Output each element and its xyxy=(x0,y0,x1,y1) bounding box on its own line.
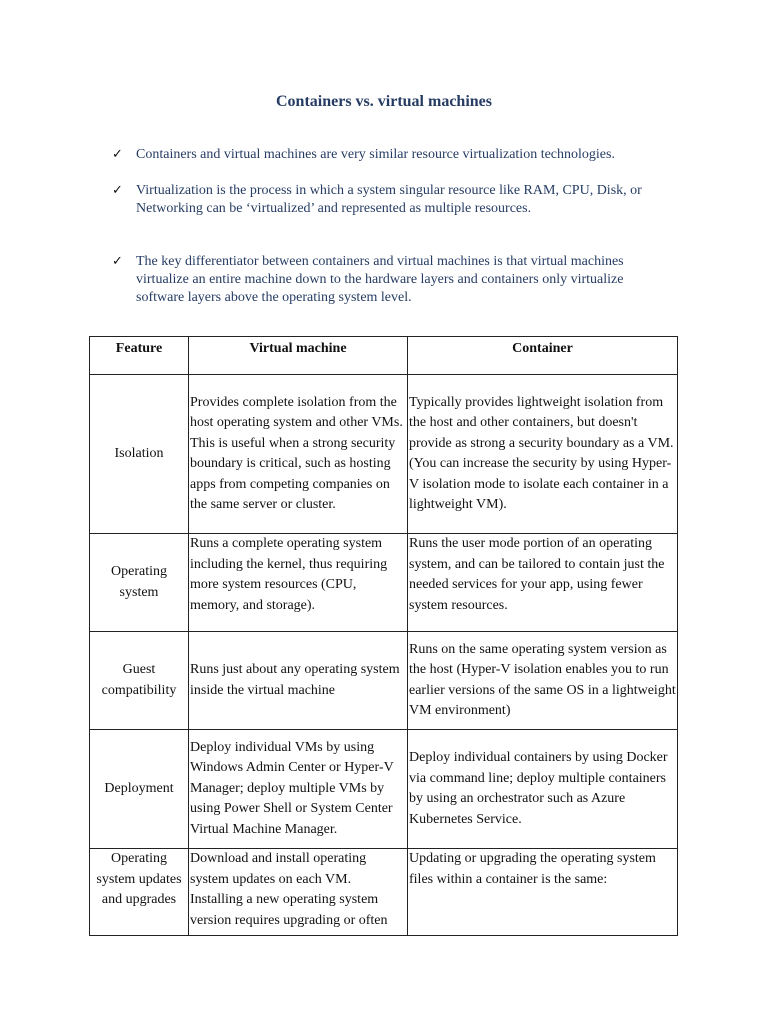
checkmark-icon: ✓ xyxy=(112,183,123,198)
feature-cell: Guest compatibility xyxy=(90,632,189,730)
bullet-list xyxy=(112,146,672,307)
header-feature: Feature xyxy=(90,337,189,375)
container-cell: Runs the user mode portion of an operating system, and can be tailored to contain just the needed services for your app, using fewer system resources. xyxy=(408,534,678,632)
table-row xyxy=(90,730,678,849)
checkmark-icon: ✓ xyxy=(112,147,123,162)
list-item xyxy=(112,146,672,164)
vm-cell: Download and install operating system updates on each VM. Installing a new operating system version requires upgrading or often xyxy=(189,849,408,936)
table-row xyxy=(90,534,678,632)
vm-cell: Runs just about any operating system inside the virtual machine xyxy=(189,632,408,730)
checkmark-icon: ✓ xyxy=(112,254,123,269)
bullet-text: Virtualization is the process in which a system singular resource like RAM, CPU, Disk, or Networking can be ‘virtualized’ and represented as multiple resources. xyxy=(136,183,642,216)
container-cell: Updating or upgrading the operating system files within a container is the same: xyxy=(408,849,678,936)
table-row xyxy=(90,632,678,730)
table-row xyxy=(90,849,678,936)
list-item xyxy=(112,182,672,218)
feature-cell: Isolation xyxy=(90,375,189,534)
table-header-row xyxy=(90,337,678,375)
list-item xyxy=(112,253,672,307)
container-cell: Runs on the same operating system version as the host (Hyper-V isolation enables you to run earlier versions of the same OS in a lightweight VM environment) xyxy=(408,632,678,730)
container-cell: Deploy individual containers by using Docker via command line; deploy multiple containers by using an orchestrator such as Azure Kubernetes Service. xyxy=(408,730,678,849)
page-title: Containers vs. virtual machines xyxy=(276,93,492,110)
container-cell: Typically provides lightweight isolation from the host and other containers, but doesn't provide as strong a security boundary as a VM. (You can increase the security by using Hyper-V isolation mode to isolate each container in a lightweight VM). xyxy=(408,375,678,534)
vm-cell: Deploy individual VMs by using Windows Admin Center or Hyper-V Manager; deploy multiple VMs by using Power Shell or System Center Virtual Machine Manager. xyxy=(189,730,408,849)
feature-cell: Operating system xyxy=(90,534,189,632)
table-row xyxy=(90,375,678,534)
feature-cell: Operating system updates and upgrades xyxy=(90,849,189,936)
header-container: Container xyxy=(408,337,678,375)
header-virtual-machine: Virtual machine xyxy=(189,337,408,375)
feature-cell: Deployment xyxy=(90,730,189,849)
vm-cell: Provides complete isolation from the host operating system and other VMs. This is useful when a strong security boundary is critical, such as hosting apps from competing companies on the same server or cluster. xyxy=(189,375,408,534)
bullet-text: Containers and virtual machines are very similar resource virtualization technologies. xyxy=(136,147,615,162)
comparison-table xyxy=(89,336,678,936)
bullet-text: The key differentiator between containers and virtual machines is that virtual machines virtualize an entire machine down to the hardware layers and containers only virtualize software layers above the operating system level. xyxy=(136,254,624,305)
vm-cell: Runs a complete operating system including the kernel, thus requiring more system resources (CPU, memory, and storage). xyxy=(189,534,408,632)
